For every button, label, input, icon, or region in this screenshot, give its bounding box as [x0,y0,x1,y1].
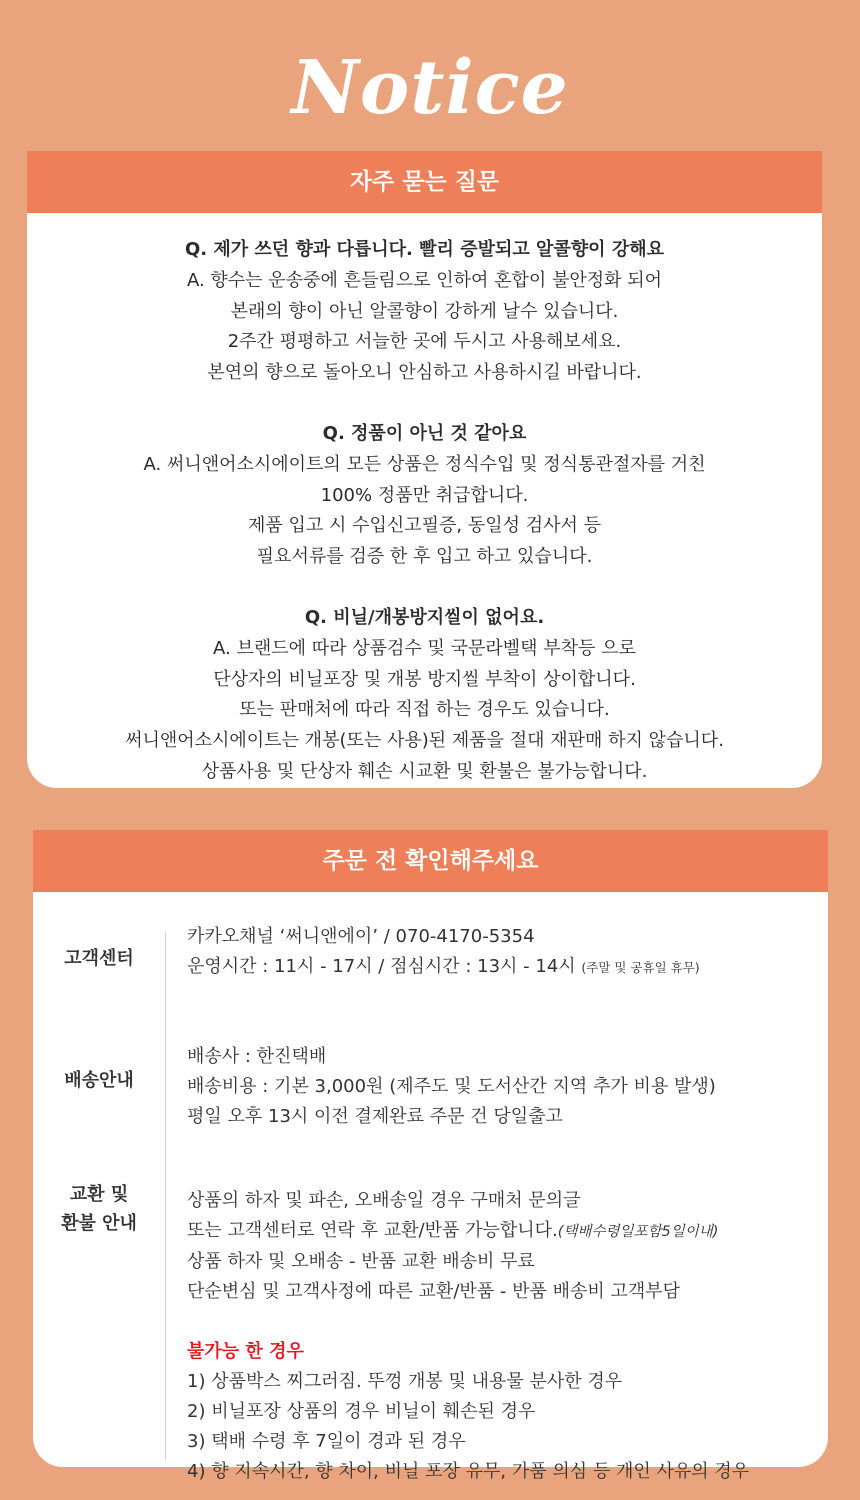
faq-card [27,151,822,788]
faq-answer-line: 제품 입고 시 수입신고필증, 동일성 검사서 등 [247,515,602,537]
hours-text: 운영시간 : 11시 - 17시 / 점심시간 : 13시 - 14시 [187,956,582,977]
vertical-divider [165,932,166,1460]
exchange-line: 상품의 하자 및 파손, 오배송일 경우 구매처 문의글 [187,1190,581,1211]
faq-header: 자주 묻는 질문 [27,151,822,213]
faq-answer-line: A. 브랜드에 따라 상품검수 및 국문라벨택 부착등 으로 [213,637,636,659]
faq-answer-line: 써니앤어소시에이트는 개봉(또는 사용)된 제품을 절대 재판매 하지 않습니다. [125,730,724,752]
customer-center-info [187,922,700,983]
faq-item [27,419,822,573]
faq-answer-line: 2주간 평평하고 서늘한 곳에 두시고 사용해보세요. [227,331,622,353]
exchange-note: (택배수령일포함5일이내) [557,1224,719,1240]
exchange-refund-info [187,1186,749,1487]
exchange-label-line: 교환 및 [69,1184,129,1205]
delivery-label: 배송안내 [64,1070,134,1091]
impossible-heading: 불가능 한 경우 [187,1341,304,1362]
faq-answer-line: 필요서류를 검증 한 후 입고 하고 있습니다. [256,546,593,568]
faq-question: Q. 비닐/개봉방지씰이 없어요. [304,606,545,628]
exchange-text: 또는 고객센터로 연락 후 교환/반품 가능합니다. [187,1220,558,1241]
exchange-line [187,1216,749,1247]
page-title: Notice [291,45,569,131]
exchange-label-line: 환불 안내 [61,1213,137,1234]
order-check-card [33,830,828,1482]
delivery-line: 배송비용 : 기본 3,000원 (제주도 및 도서산간 지역 추가 비용 발생) [187,1076,716,1097]
exchange-line: 상품 하자 및 오배송 - 반품 교환 배송비 무료 [187,1251,535,1272]
faq-item [27,235,822,389]
impossible-item: 2) 비닐포장 상품의 경우 비닐이 훼손된 경우 [187,1401,536,1422]
faq-body [27,213,822,788]
order-check-body [33,892,828,1482]
hours-note: (주말 및 공휴일 휴무) [581,960,700,975]
impossible-item: 1) 상품박스 찌그러짐. 뚜껑 개봉 및 내용물 분사한 경우 [187,1371,623,1392]
faq-answer-line: 단상자의 비닐포장 및 개봉 방지씰 부착이 상이합니다. [213,668,636,690]
customer-center-label: 고객센터 [64,948,134,969]
faq-answer-line: A. 써니앤어소시에이트의 모든 상품은 정식수입 및 정식통관절자를 거친 [143,453,706,475]
order-check-header: 주문 전 확인해주세요 [33,830,828,892]
faq-item [27,603,822,788]
impossible-item: 3) 택배 수령 후 7일이 경과 된 경우 [187,1431,466,1452]
spacer [187,1307,749,1337]
customer-center-contact: 카카오채널 ‘써니앤에이’ / 070-4170-5354 [187,926,535,947]
faq-answer-line: 또는 판매처에 따라 직접 하는 경우도 있습니다. [239,699,610,721]
exchange-refund-label [33,1180,165,1238]
faq-answer-line: 본래의 향이 아닌 알콜향이 강하게 날수 있습니다. [230,300,619,322]
faq-answer-line: 100% 정품만 취급합니다. [320,484,529,506]
delivery-info [187,1042,716,1132]
faq-question: Q. 정품이 아닌 것 같아요 [322,422,527,444]
faq-answer-line: A. 향수는 운송중에 흔들림으로 인하여 혼합이 불안정화 되어 [186,269,663,291]
faq-answer-line: 상품사용 및 단상자 훼손 시교환 및 환불은 불가능합니다. [201,760,648,782]
customer-center-hours [187,952,700,983]
exchange-line: 단순변심 및 고객사정에 따른 교환/반품 - 반품 배송비 고객부담 [187,1281,681,1302]
delivery-line: 평일 오후 13시 이전 결제완료 주문 건 당일출고 [187,1106,563,1127]
impossible-item: 4) 향 지속시간, 향 차이, 비닐 포장 유무, 가품 의심 등 개인 사유의 경우 [187,1461,750,1482]
faq-answer-line: 본연의 향으로 돌아오니 안심하고 사용하시길 바랍니다. [207,362,642,384]
delivery-line: 배송사 : 한진택배 [187,1046,327,1067]
faq-question: Q. 제가 쓰던 향과 다릅니다. 빨리 증발되고 알콜향이 강해요 [184,239,665,260]
